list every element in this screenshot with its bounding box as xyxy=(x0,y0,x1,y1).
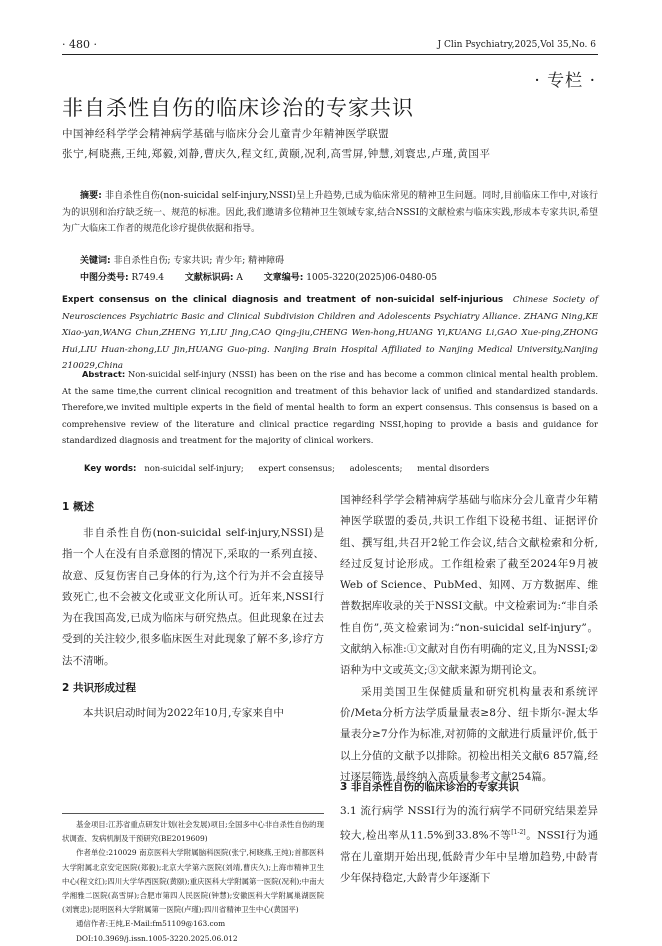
page-number: · 480 · xyxy=(62,38,97,51)
paragraph xyxy=(340,801,598,890)
paragraph: 国神经科学学会精神病学基础与临床分会儿童青少年精神医学联盟的委员,共识工作组下设秘书组、证据评价组、撰写组,共召开2轮工作会议,结合文献检索和分析,经过反复讨论形成。工作组检索了截至2024年9月被Web of Science、PubMed、知网、万方数据库、维普数据库收录的关于NSSI文献。中文检索词为:“非自杀性自伤”,英文检索词为:“non-suicidal self-injury”。文献纳入标准:①文献对自伤有明确的定义,且为NSSI;②语种为中文或英文;③文献来源为期刊论文。 xyxy=(340,494,598,677)
paragraph: 本共识启动时间为2022年10月,专家来自中 xyxy=(83,707,284,719)
fund-note: 基金项目:江苏省重点研发计划(社会发展)项目;全国多中心非自杀性自伤的现状调查、发病机制及干预研究(BE2019609) xyxy=(62,820,324,844)
section-2-title: 2 共识形成过程 xyxy=(62,682,136,694)
paragraph: 非自杀性自伤(non-suicidal self-injury,NSSI)是指一个人在没有自杀意图的情况下,采取的一系列直接、故意、反复伤害自己身体的行为,这个行为并不会直接导致死亡,也不会被文化或亚文化所认可。近年来,NSSI行为在我国高发,已成为临床与研究热点。但此现象在过去受到的关注较少,很多临床医生对此现象了解不多,诊疗方法不清晰。 xyxy=(62,527,324,667)
author-list: 张宁,柯晓燕,王纯,郑毅,刘静,曹庆久,程文红,黄颐,况利,高雪屏,钟慧,刘寰忠,卢瑾,黄国平 xyxy=(62,148,491,160)
abstract-zh-text: 非自杀性自伤(non-suicidal self-injury,NSSI)呈上升趋势,已成为临床常见的精神卫生问题。同时,目前临床工作中,对该行为的识别和治疗缺乏统一、规范的标准。因此,我们邀请多位精神卫生领域专家,结合NSSI的文献检索与临床实践,形成本专家共识,希望为广大临床工作者的规范化诊疗提供依据和指导。 xyxy=(62,191,599,234)
english-keywords-label: Key words: xyxy=(84,463,137,473)
english-header xyxy=(62,292,598,375)
footnote xyxy=(62,818,324,946)
abstract-zh xyxy=(62,188,598,238)
english-abstract-label: Abstract: xyxy=(82,369,126,379)
paragraph-text: 3.1 流行病学 NSSI行为的流行病学不同研究结果差异较大,检出率从11.5%到33.8%不等 xyxy=(340,805,598,842)
column-tag: · 专栏 · xyxy=(534,71,596,91)
clc-label: 中图分类号: xyxy=(80,273,129,283)
journal-citation: J Clin Psychiatry,2025,Vol 35,No. 6 xyxy=(437,40,596,50)
doc-code-label: 文献标识码: xyxy=(184,273,234,283)
doc-code-value: A xyxy=(236,273,243,283)
author-organization: 中国神经科学学会精神病学基础与临床分会儿童青少年精神医学联盟 xyxy=(62,128,389,140)
section-1-title: 1 概述 xyxy=(62,501,94,513)
article-no-value: 1005-3220(2025)06-0480-05 xyxy=(306,273,437,283)
abstract-zh-label: 摘要: xyxy=(80,191,102,201)
english-org: Chinese Society of Neurosciences Psychiatric Basic and Clinical Subdivision Children and Adolescents Psychiatry Alliance. xyxy=(62,295,598,322)
section-3-1-body xyxy=(340,801,598,890)
english-title: Expert consensus on the clinical diagnosis and treatment of non-suicidal self-injurious xyxy=(62,295,504,305)
english-keywords xyxy=(84,463,501,473)
english-keyword: adolescents; xyxy=(349,463,403,473)
classification-line xyxy=(80,270,455,283)
english-keyword: expert consensus; xyxy=(258,463,335,473)
section-3-title: 3 非自杀性自伤的临床诊治的专家共识 xyxy=(340,781,519,793)
english-keyword: non-suicidal self-injury; xyxy=(144,463,244,473)
paragraph-text: 。NSSI行为通常在儿童期开始出现,低龄青少年中呈增加趋势,中龄青少年保持稳定,大龄青少年逐渐下 xyxy=(340,829,598,885)
keywords-zh xyxy=(80,253,284,266)
corresponding-author: 通信作者:王纯,E-Mail:fm51109@163.com xyxy=(76,919,226,929)
english-authors: ZHANG Ning,KE Xiao-yan,WANG Chun,ZHENG Yi,LIU Jing,CAO Qing-jiu,CHENG Wen-hong,HUANG Yi,KUANG Li,GAO Xue-ping,ZHONG Hui,LIU Huan-zhong,LU Jin,HUANG Guo-ping. Nanjing Brain Hospital Affiliated to Nanjing Medical University,Nanjing 210029,China xyxy=(62,311,598,371)
section-2-body-start xyxy=(62,703,324,724)
keywords-zh-text: 非自杀性自伤; 专家共识; 青少年; 精神障碍 xyxy=(113,256,285,266)
reference-citation: [1-2] xyxy=(511,829,526,837)
article-title: 非自杀性自伤的临床诊治的专家共识 xyxy=(62,96,414,120)
section-1-body xyxy=(62,523,324,672)
clc-value: R749.4 xyxy=(131,273,165,283)
english-abstract-text: Non-suicidal self-injury (NSSI) has been on the rise and has become a common clinical mental health problem. At the same time,the current clinical recognition and treatment of this behavior lack of unified and standardized standards. Therefore,we invited multiple experts in the field of mental health to form an expert consensus. This consensus is based on a comprehensive review of the literature and clinical practice regarding NSSI,hoping to provide a basis and guidance for standardized diagnosis and treatment for the majority of clinical workers. xyxy=(62,369,599,445)
article-no-label: 文章编号: xyxy=(263,273,304,283)
header-rule xyxy=(62,54,598,55)
section-2-body-cont xyxy=(340,490,598,788)
english-keyword: mental disorders xyxy=(417,463,490,473)
doi: DOI:10.3969/j.issn.1005-3220.2025.06.012 xyxy=(76,933,238,943)
keywords-zh-label: 关键词: xyxy=(80,256,111,266)
footnote-rule xyxy=(62,813,324,814)
author-units: 作者单位:210029 南京医科大学附属脑科医院(张宁,柯晓燕,王纯);首都医科大学附属北京安定医院(郑毅);北京大学第六医院(刘靖,曹庆久);上海市精神卫生中心(程文红);四川大学华西医院(黄颐);重庆医科大学附属第一医院(况利);中南大学湘雅二医院(高雪屏);合肥市第四人民医院(钟慧);安徽医科大学附属巢湖医院(刘寰忠);昆明医科大学附属第一医院(卢瑾);四川省精神卫生中心(黄国平) xyxy=(62,848,324,915)
english-abstract xyxy=(62,366,598,449)
paragraph: 采用美国卫生保健质量和研究机构量表和系统评价/Meta分析方法学质量量表≥8分、纽卡斯尔-渥太华量表分≥7分作为标准,对初筛的文献进行质量评价,低于以上分值的文献予以排除。初检出相关文献6 857篇,经过逐层筛选,最终纳入高质量参考文献254篇。 xyxy=(340,685,598,783)
